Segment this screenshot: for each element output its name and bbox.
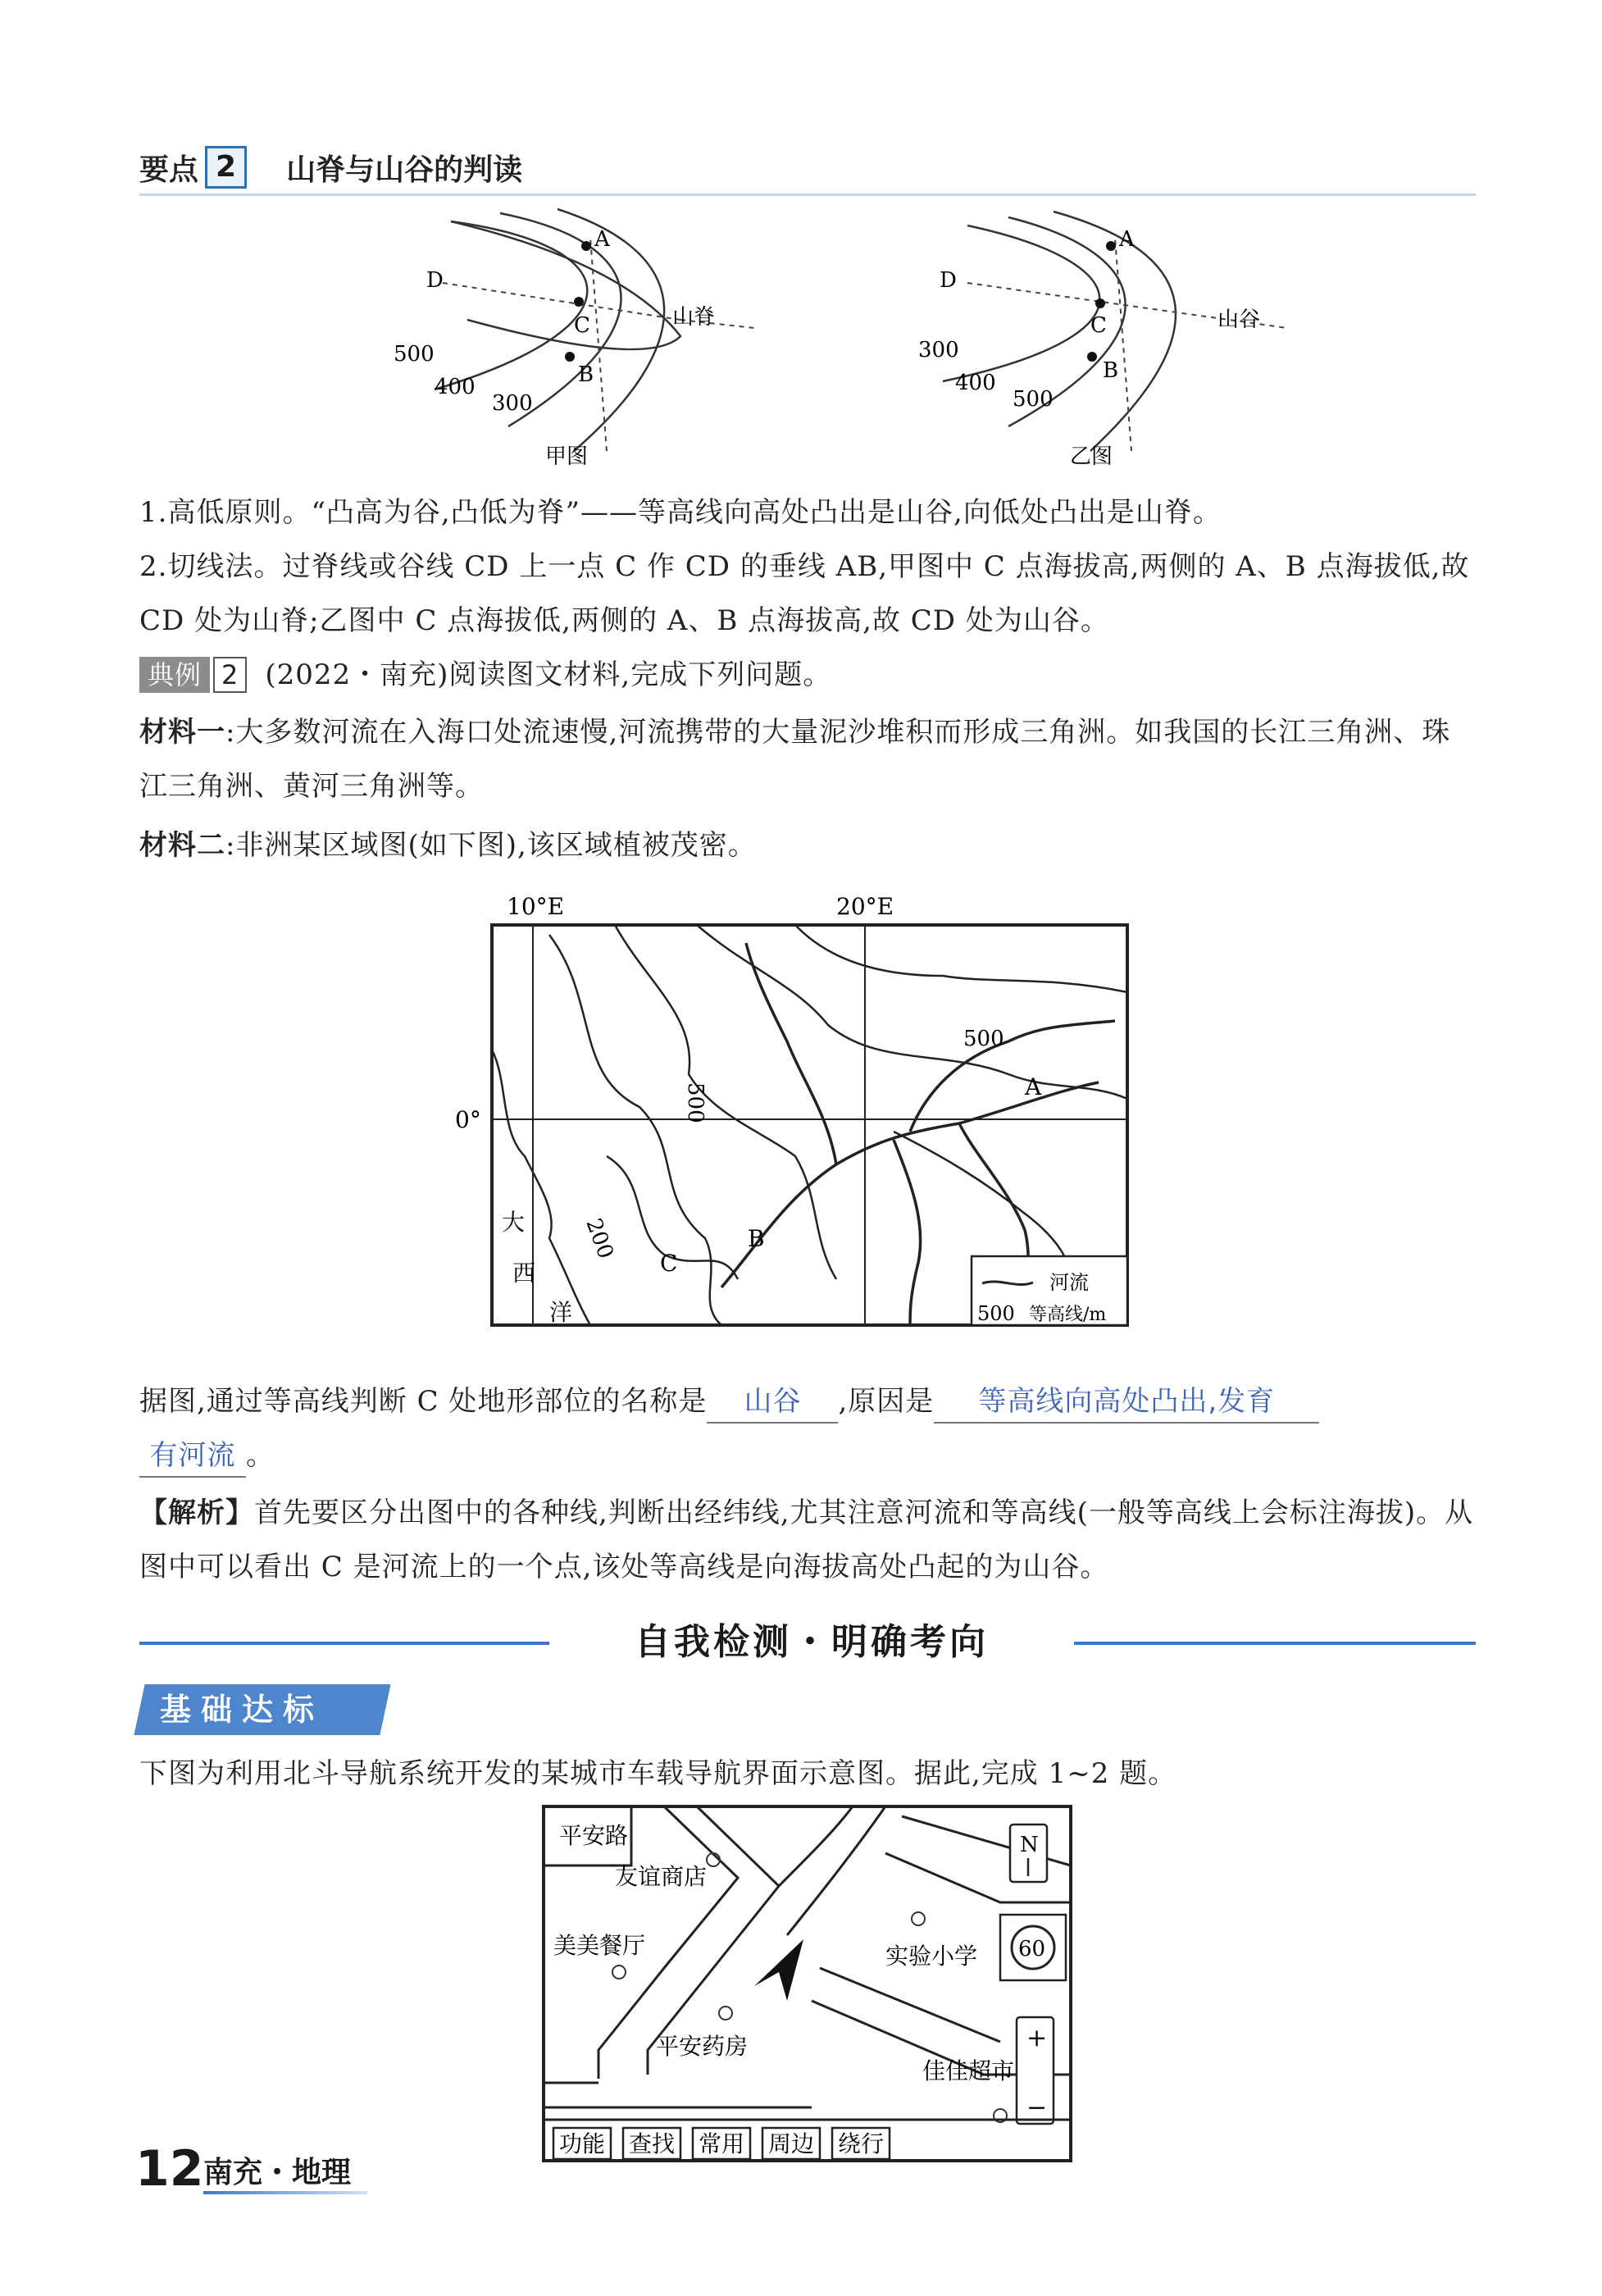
- example-intro: (2022・南充)阅读图文材料,完成下列问题。: [265, 658, 832, 691]
- nav-map: [541, 1804, 1074, 2165]
- point-b: [1087, 352, 1097, 362]
- label-valley: 山谷: [1217, 308, 1261, 332]
- valley-figure: [910, 205, 1336, 476]
- ridge-figure: [385, 205, 779, 476]
- map-point-c: C: [660, 1250, 678, 1277]
- ridge-contour-line: [435, 221, 587, 390]
- nav-button-function-label[interactable]: 功能: [559, 2130, 606, 2157]
- contour-label: 500: [683, 1082, 708, 1123]
- example-number: 2: [213, 657, 247, 693]
- ocean-label: 西: [512, 1260, 536, 1287]
- contour-value: 300: [918, 338, 959, 362]
- rule-1: 1.高低原则。“凸高为谷,凸低为脊”——等高线向高处凸出是山谷,向低处凸出是山脊。: [139, 496, 1222, 529]
- material-1: [139, 705, 1476, 813]
- section-heading: [139, 146, 522, 189]
- section-rule: [139, 194, 1476, 196]
- footer-underline: [203, 2191, 367, 2194]
- legend-contour-value: 500: [977, 1302, 1015, 1325]
- label-c: C: [1090, 313, 1107, 338]
- page-number: 12: [135, 2140, 204, 2198]
- zoom-in-button[interactable]: +: [1026, 2024, 1048, 2052]
- map-point-b: B: [748, 1225, 765, 1252]
- africa-map: [451, 886, 1140, 1345]
- contour-value: 500: [1013, 387, 1054, 412]
- label-b: B: [578, 362, 594, 387]
- contour-value: 400: [435, 375, 476, 399]
- legend-contour-label: 等高线/m: [1029, 1305, 1107, 1325]
- place-experimental-school: 实验小学: [885, 1943, 978, 1970]
- place-pingan-pharmacy: 平安药房: [656, 2033, 749, 2060]
- label-a: A: [1119, 227, 1135, 252]
- rule-2: 2.切线法。过脊线或谷线 CD 上一点 C 作 CD 的垂线 AB,甲图中 C 点海拔高,两侧的 A、B 点海拔低,故 CD 处为山脊;乙图中 C 点海拔低,两侧的 A、B 点海拔高,故 CD 处为山谷。: [139, 550, 1470, 637]
- lon-20e-label: 20°E: [836, 893, 894, 920]
- material-1-text: :大多数河流在入海口处流速慢,河流携带的大量泥沙堆积而形成三角洲。如我国的长江三角洲、珠江三角洲、黄河三角洲等。: [139, 716, 1451, 803]
- question-prefix: 据图,通过等高线判断 C 处地形部位的名称是: [139, 1385, 708, 1418]
- ridge-contour-line: [451, 221, 680, 349]
- banner-title: 自我检测・明确考向: [635, 1621, 989, 1663]
- banner-line-left: [139, 1642, 549, 1645]
- label-d: D: [940, 268, 957, 293]
- point-a: [1106, 241, 1116, 251]
- section-number: 2: [205, 146, 247, 189]
- section-title: 山脊与山谷的判读: [286, 153, 523, 187]
- ocean-label: 洋: [549, 1299, 573, 1326]
- label-b: B: [1103, 358, 1119, 383]
- material-2-text: :非洲某区域图(如下图),该区域植被茂密。: [225, 829, 757, 862]
- contour-value: 400: [955, 371, 996, 395]
- ocean-label: 大: [502, 1209, 526, 1236]
- zoom-out-button[interactable]: −: [1026, 2093, 1048, 2122]
- question-line-2: [139, 1428, 1476, 1483]
- lat-0-label: 0°: [455, 1106, 481, 1133]
- speed-limit-value: 60: [1018, 1937, 1046, 1961]
- question-line-1: [139, 1374, 1476, 1428]
- label-ridge: 山脊: [672, 305, 716, 330]
- place-friendship-store: 友谊商店: [615, 1863, 708, 1890]
- contour-value: 500: [394, 342, 435, 367]
- nav-button-detour-label[interactable]: 绕行: [838, 2130, 885, 2157]
- answer-reason-2: 有河流: [139, 1435, 246, 1478]
- analysis-label: 【解析】: [139, 1496, 254, 1529]
- footer-title: 南充・地理: [203, 2156, 352, 2189]
- example-tag: 典例: [139, 657, 210, 693]
- label-d: D: [426, 268, 444, 293]
- nav-button-search-label[interactable]: 查找: [629, 2130, 676, 2157]
- point-c: [574, 297, 584, 307]
- lon-10e-label: 10°E: [507, 893, 565, 920]
- point-b: [565, 352, 575, 362]
- contour-label: 500: [963, 1027, 1004, 1051]
- contour-label: 200: [580, 1215, 618, 1263]
- banner-line-right: [1074, 1642, 1476, 1645]
- place-jiajia-supermarket: 佳佳超市: [922, 2057, 1015, 2084]
- question-end: 。: [246, 1439, 275, 1472]
- legend-river-label: 河流: [1049, 1271, 1089, 1294]
- map-point-a: A: [1025, 1073, 1042, 1100]
- north-icon: N: [1020, 1833, 1039, 1857]
- valley-contour-line: [943, 226, 1099, 381]
- analysis-text: 首先要区分出图中的各种线,判断出经纬线,尤其注意河流和等高线(一般等高线上会标注海拔)。从图中可以看出 C 是河流上的一个点,该处等高线是向海拔高处凸起的为山谷。: [139, 1496, 1474, 1583]
- material-1-label: 材料一: [139, 716, 225, 749]
- point-a: [581, 241, 591, 251]
- answer-landform: 山谷: [707, 1381, 838, 1424]
- nav-intro: 下图为利用北斗导航系统开发的某城市车载导航界面示意图。据此,完成 1~2 题。: [139, 1757, 1177, 1790]
- figure-caption: 乙图: [1070, 444, 1113, 469]
- nav-button-common-label[interactable]: 常用: [699, 2130, 745, 2157]
- nav-button-nearby-label[interactable]: 周边: [768, 2130, 815, 2157]
- basic-level-title: 基础达标: [160, 1692, 325, 1728]
- material-2-label: 材料二: [139, 829, 225, 862]
- place-meimei-restaurant: 美美餐厅: [553, 1932, 646, 1959]
- section-prefix: 要点: [139, 153, 199, 187]
- example-intro-line: [139, 648, 1476, 702]
- road-name: 平安路: [559, 1822, 629, 1849]
- label-c: C: [574, 313, 590, 338]
- answer-reason-1: 等高线向高处凸出,发育: [934, 1381, 1319, 1424]
- contour-value: 300: [492, 391, 533, 416]
- self-check-banner: [139, 1614, 1476, 1671]
- figure-caption: 甲图: [545, 444, 589, 469]
- question-mid: ,原因是: [838, 1385, 935, 1418]
- label-a: A: [594, 227, 610, 252]
- point-c: [1095, 298, 1105, 308]
- analysis: [139, 1486, 1476, 1594]
- material-2: [139, 818, 1476, 872]
